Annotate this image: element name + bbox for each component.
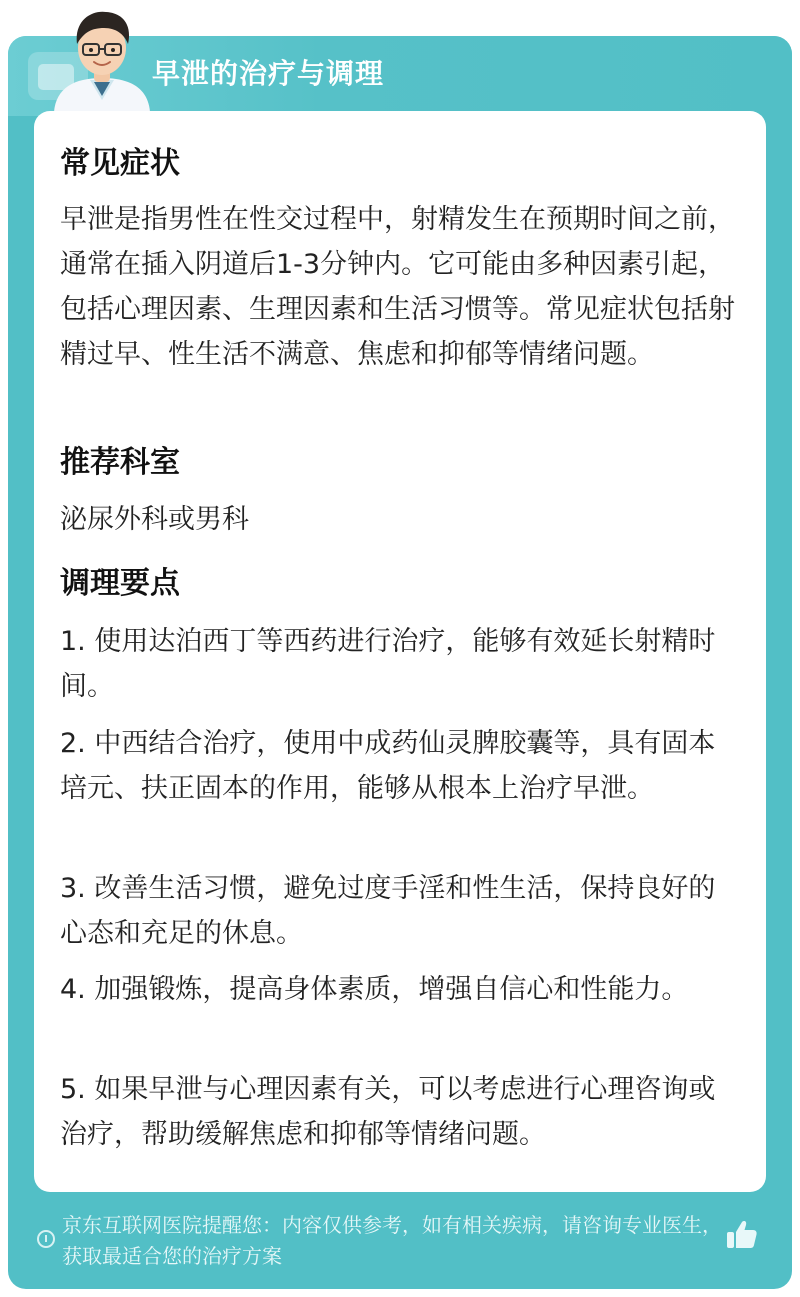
- doctor-avatar: [44, 4, 160, 112]
- department-text: 泌尿外科或男科: [60, 504, 249, 535]
- care-item: 1. 使用达泊西丁等西药进行治疗，能够有效延长射精时间。: [60, 626, 716, 702]
- care-item: 4. 加强锻炼，提高身体素质，增强自信心和性能力。: [60, 974, 689, 1005]
- section-title-symptoms: 常见症状: [60, 146, 180, 181]
- section-title-department: 推荐科室: [60, 445, 180, 480]
- info-icon: [37, 1230, 55, 1248]
- symptoms-text: 早泄是指男性在性交过程中，射精发生在预期时间之前，通常在插入阴道后1-3分钟内。它可能由多种因素引起，包括心理因素、生理因素和生活习惯等。常见症状包括射精过早、性生活不满意、焦虑和抑郁等情绪问题。: [60, 204, 735, 370]
- care-item: 3. 改善生活习惯，避免过度手淫和性生活，保持良好的心态和充足的休息。: [60, 873, 716, 949]
- thumbs-up-icon[interactable]: [725, 1218, 759, 1252]
- footer-notice: 京东互联网医院提醒您：内容仅供参考，如有相关疾病，请咨询专业医生，获取最适合您的治疗方案: [62, 1213, 722, 1268]
- care-item: 2. 中西结合治疗，使用中成药仙灵脾胶囊等，具有固本培元、扶正固本的作用，能够从根本上治疗早泄。: [60, 728, 716, 804]
- section-title-care: 调理要点: [60, 566, 180, 601]
- page-title: 早泄的治疗与调理: [152, 57, 385, 90]
- care-item: 5. 如果早泄与心理因素有关，可以考虑进行心理咨询或治疗，帮助缓解焦虑和抑郁等情绪问题。: [60, 1074, 716, 1150]
